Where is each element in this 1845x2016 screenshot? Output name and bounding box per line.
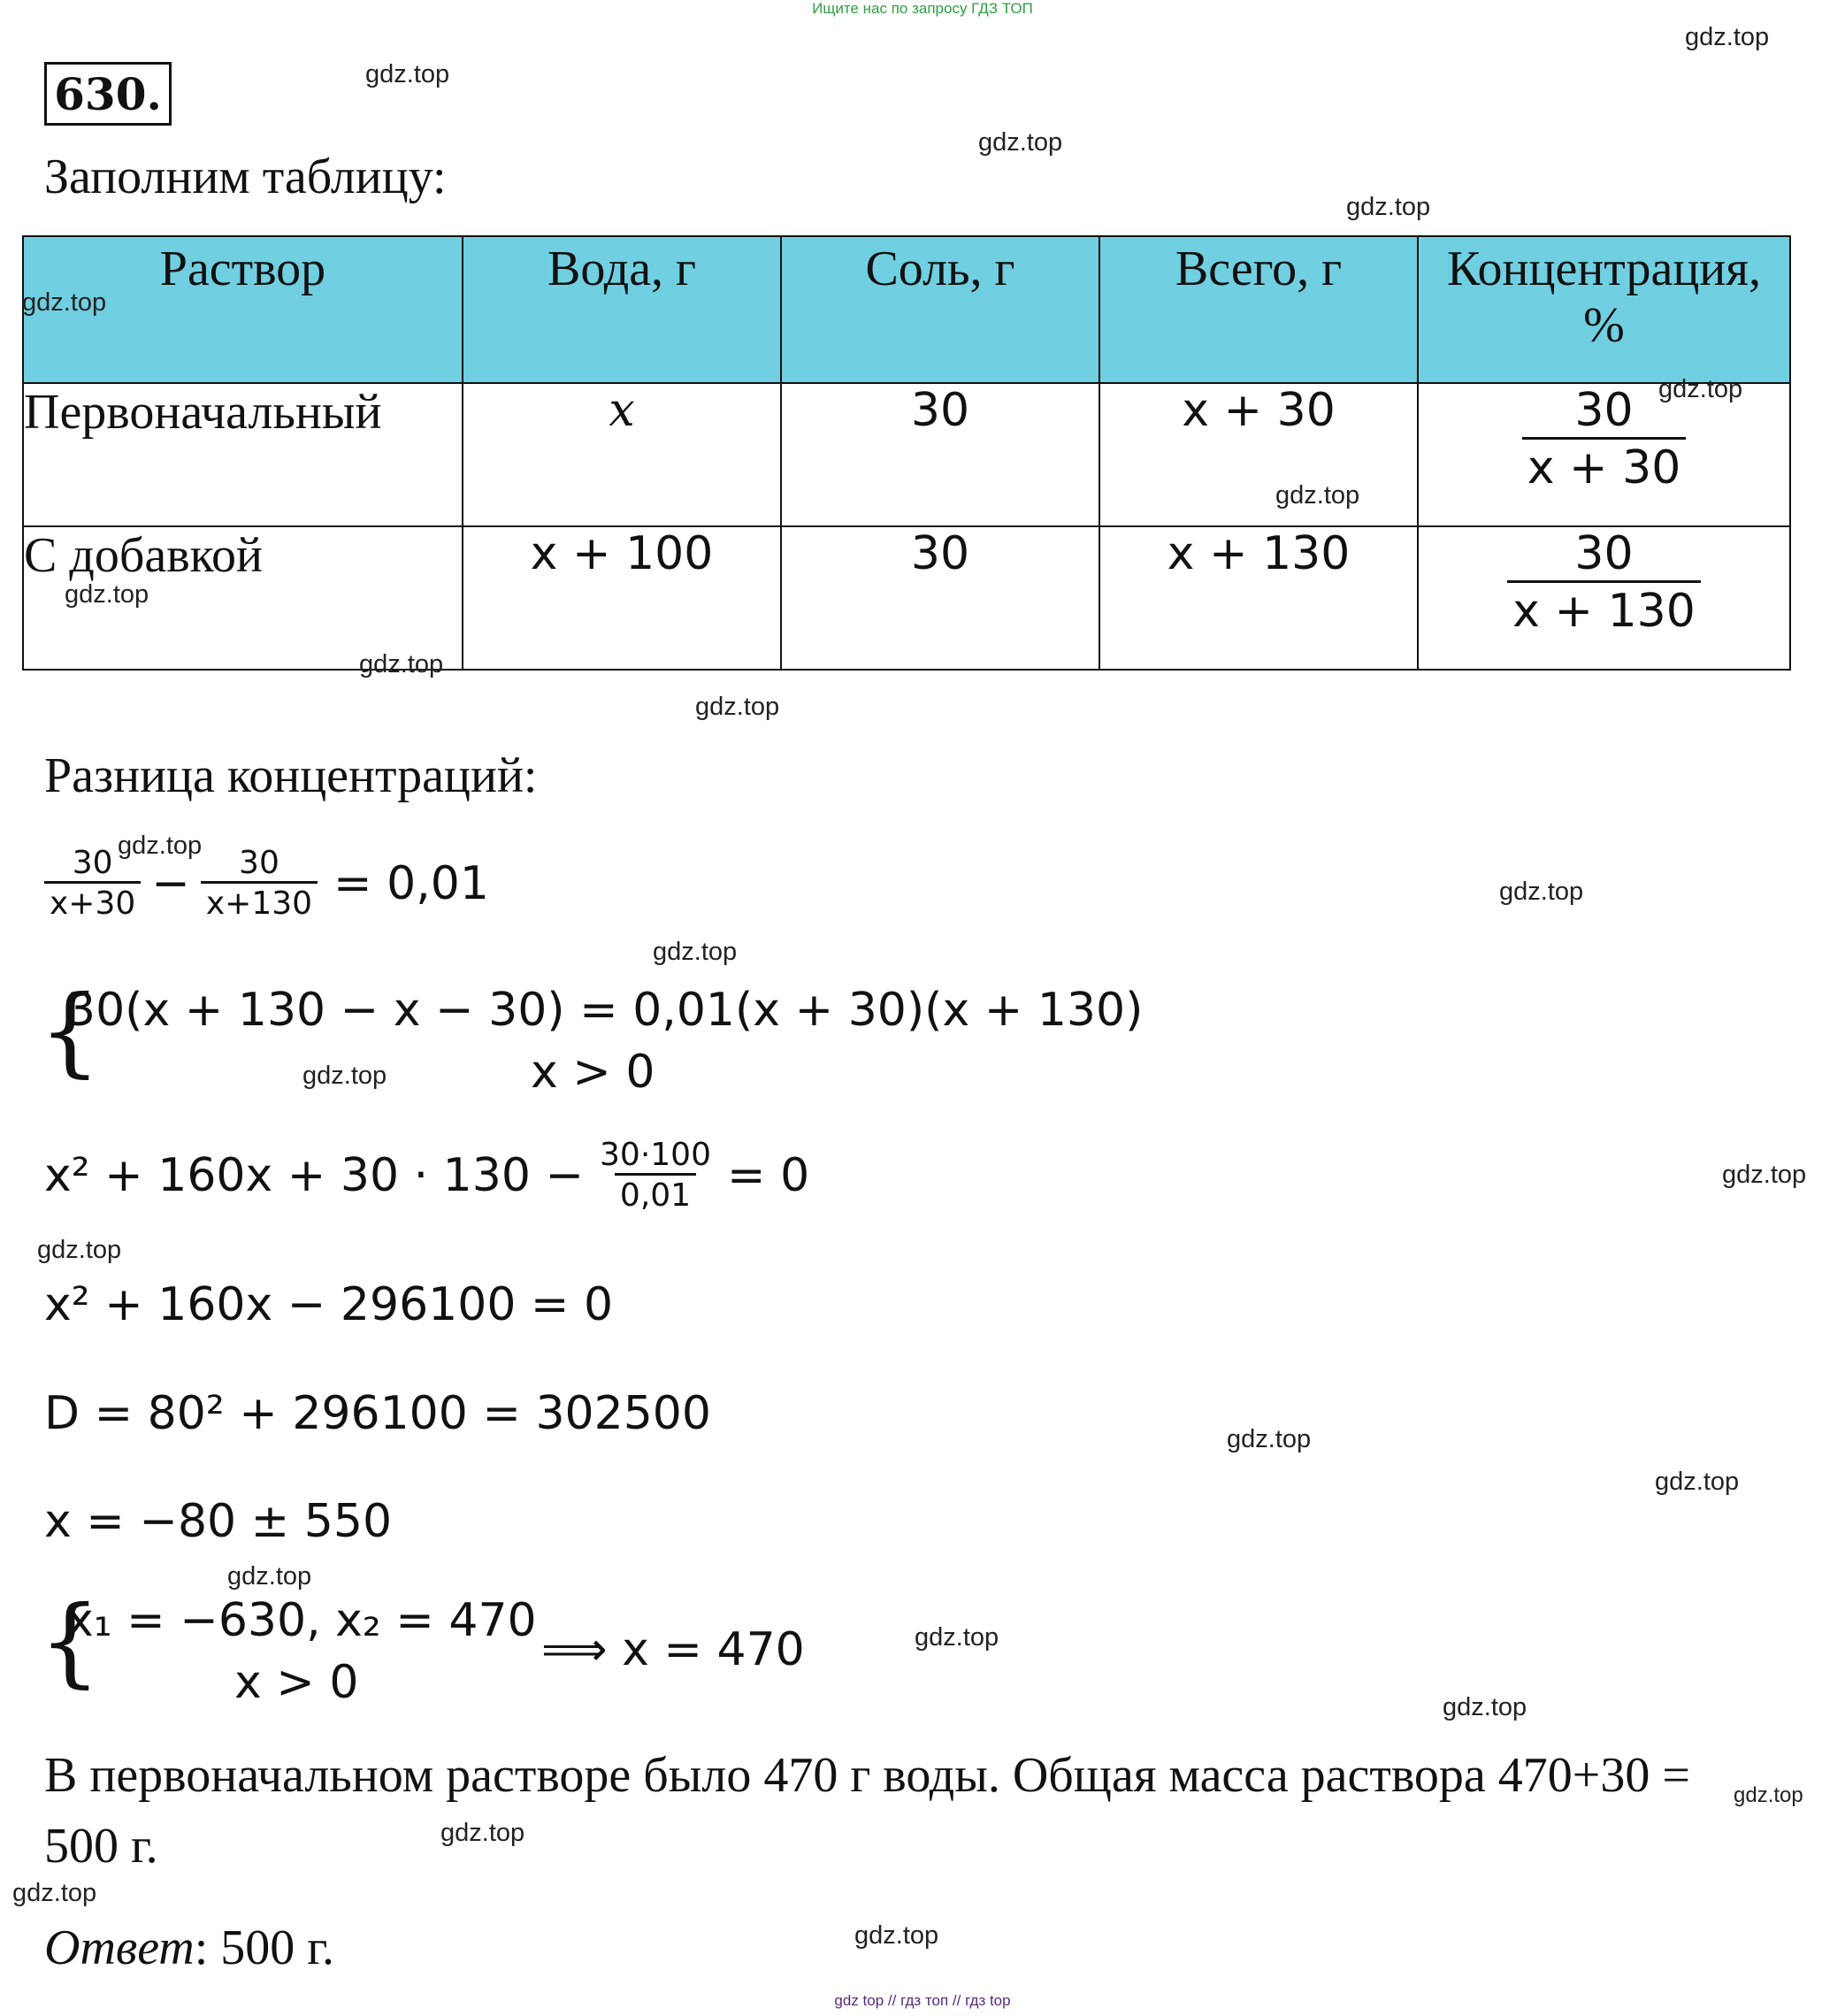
row2-conc-denominator: x + 130 (1507, 580, 1701, 638)
eq2-left: x² + 160x + 30 · 130 − (44, 1148, 585, 1202)
watermark: gdz.top (118, 832, 203, 860)
system-1-brace: { (39, 974, 101, 1087)
eq1-denominator-1: x+30 (44, 881, 141, 922)
conclusion-line-1: В первоначальном растворе было 470 г воды. Общая масса раствора 470+30 = (44, 1748, 1690, 1803)
header-concentration-label: Концентрация, (1446, 241, 1762, 296)
equation-5: x = −80 ± 550 (44, 1495, 393, 1548)
watermark: gdz.top (359, 650, 444, 678)
header-salt: Соль, г (781, 236, 1099, 383)
watermark: gdz.top (1499, 878, 1584, 906)
footer-links[interactable]: gdz top // гдз топ // гдз top (834, 1992, 1011, 2009)
system-1-line-1: 30(x + 130 − x − 30) = 0,01(x + 30)(x + 130) (66, 984, 1144, 1037)
header-percent: % (1583, 298, 1625, 353)
row1-salt: 30 (781, 383, 1099, 526)
watermark: gdz.top (1655, 1468, 1740, 1496)
watermark: gdz.top (1658, 375, 1743, 403)
watermark: gdz.top (365, 60, 450, 88)
row2-water: x + 100 (463, 526, 781, 670)
row2-total: x + 130 (1099, 526, 1418, 670)
eq2-numerator: 30·100 (600, 1137, 711, 1173)
watermark: gdz.top (227, 1562, 312, 1591)
table-row (23, 526, 1790, 670)
watermark: gdz.top (1734, 1783, 1803, 1807)
intro-text: Заполним таблицу: (44, 149, 447, 204)
watermark: gdz.top (1443, 1693, 1527, 1721)
watermark: gdz.top (653, 938, 738, 966)
table-header-row (23, 236, 1790, 383)
row1-concentration (1418, 383, 1790, 526)
header-solution: Раствор (23, 236, 463, 383)
header-total: Всего, г (1099, 236, 1418, 383)
problem-number: 630. (44, 62, 172, 126)
watermark: gdz.top (854, 1921, 939, 1950)
row1-total: x + 30 (1099, 383, 1418, 526)
eq1-denominator-2: x+130 (201, 881, 318, 922)
data-table (22, 235, 1791, 671)
row1-water (463, 383, 781, 526)
equation-4: D = 80² + 296100 = 302500 (44, 1387, 711, 1440)
system-2-brace: { (39, 1584, 101, 1698)
watermark: gdz.top (302, 1062, 387, 1090)
header-concentration (1418, 236, 1790, 383)
row2-salt: 30 (781, 526, 1099, 670)
watermark: gdz.top (978, 128, 1063, 157)
row1-water-value: x (609, 384, 635, 437)
watermark: gdz.top (1275, 481, 1360, 510)
top-banner[interactable]: Ищите нас по запросу ГДЗ ТОП (812, 0, 1033, 17)
table-row (23, 383, 1790, 526)
row1-conc-denominator: x + 30 (1522, 437, 1687, 494)
watermark: gdz.top (37, 1236, 122, 1264)
eq1-numerator-2: 30 (239, 845, 279, 881)
equation-1 (44, 845, 489, 922)
watermark: gdz.top (65, 580, 149, 609)
eq1-minus: − (151, 856, 190, 910)
equation-3: x² + 160x − 296100 = 0 (44, 1278, 614, 1331)
row2-name: С добавкой (23, 526, 463, 670)
header-water: Вода, г (463, 236, 781, 383)
row2-conc-numerator: 30 (1574, 527, 1634, 580)
eq1-numerator-1: 30 (72, 845, 113, 881)
watermark: gdz.top (440, 1819, 525, 1847)
watermark: gdz.top (1227, 1425, 1312, 1453)
row2-concentration (1418, 526, 1790, 670)
row1-name: Первоначальный (23, 383, 463, 526)
equation-2 (44, 1137, 809, 1214)
watermark: gdz.top (695, 693, 780, 721)
eq2-rhs: = 0 (726, 1148, 810, 1202)
diff-label: Разница концентраций: (44, 748, 538, 803)
watermark: gdz.top (915, 1623, 999, 1652)
answer-label: Ответ (44, 1920, 195, 1975)
watermark: gdz.top (1722, 1161, 1807, 1189)
watermark: gdz.top (1346, 193, 1431, 221)
answer-value: : 500 г. (194, 1920, 334, 1975)
watermark: gdz.top (22, 288, 107, 317)
row1-conc-numerator: 30 (1574, 384, 1634, 437)
eq2-denominator: 0,01 (615, 1173, 696, 1214)
answer (44, 1920, 334, 1976)
conclusion-line-2: 500 г. (44, 1819, 158, 1874)
eq1-rhs: = 0,01 (333, 856, 489, 910)
watermark: gdz.top (1685, 23, 1770, 51)
system-2-line-1: x₁ = −630, x₂ = 470 (66, 1594, 537, 1647)
watermark: gdz.top (12, 1879, 97, 1907)
system-1-line-2: x > 0 (531, 1046, 655, 1099)
system-2-result: ⟹ x = 470 (541, 1623, 805, 1676)
system-2-line-2: x > 0 (234, 1656, 359, 1709)
